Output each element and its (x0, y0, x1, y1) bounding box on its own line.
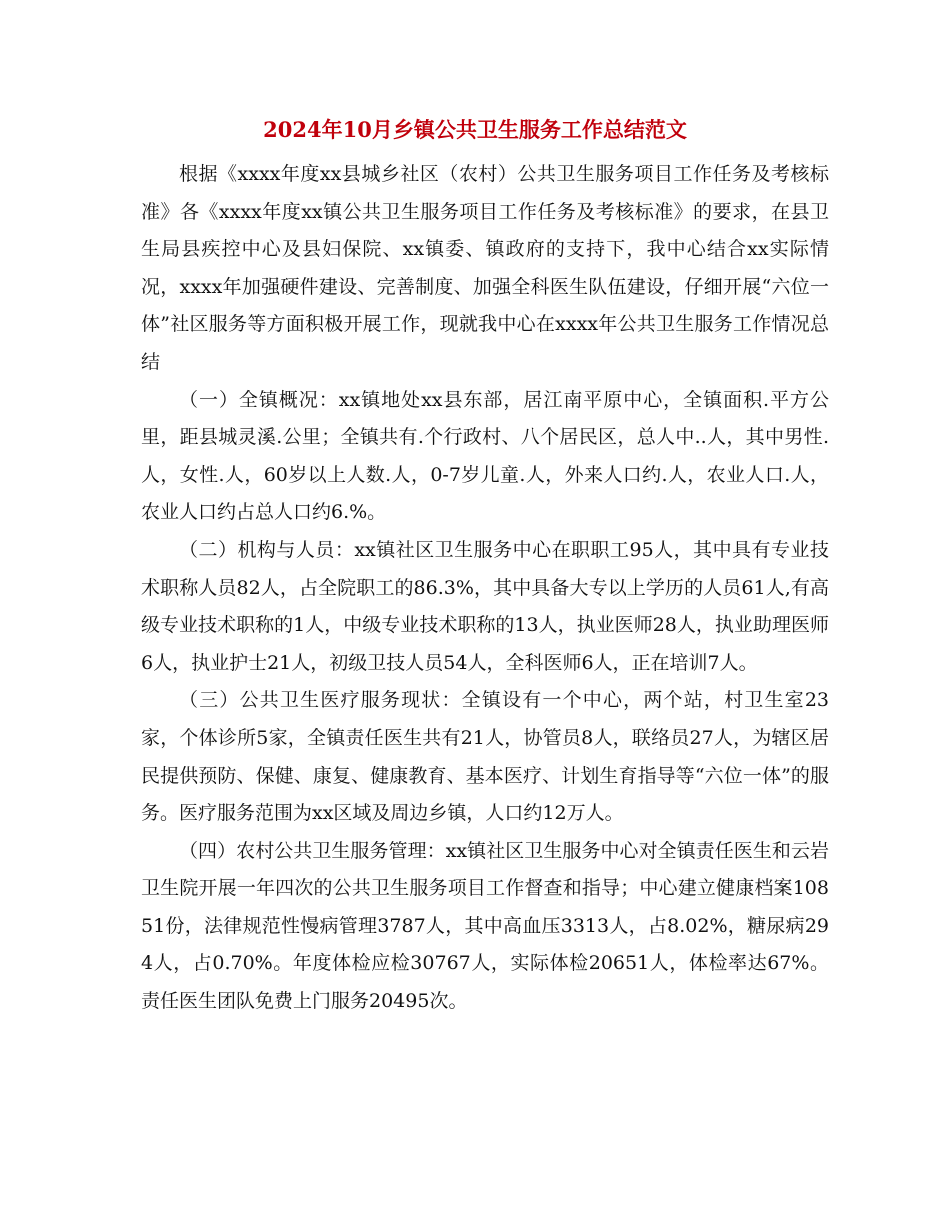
paragraph-overview: （一）全镇概况：xx镇地处xx县东部，居江南平原中心，全镇面积.平方公里，距县城灵溪.公里；全镇共有.个行政村、八个居民区，总人中..人，其中男性.人，女性.人，60岁以上人数.人，0-7岁儿童.人，外来人口约.人，农业人口.人，农业人口约占总人口约6.%。 (141, 388, 829, 524)
document-title: 2024年10月乡镇公共卫生服务工作总结范文 (263, 117, 687, 142)
paragraph-intro: 根据《xxxx年度xx县城乡社区（农村）公共卫生服务项目工作任务及考核标准》各《xxxx年度xx镇公共卫生服务项目工作任务及考核标准》的要求，在县卫生局县疾控中心及县妇保院、xx镇委、镇政府的支持下，我中心结合xx实际情况，xxxx年加强硬件建设、完善制度、加强全科医生队伍建设，仔细开展“六位一体”社区服务等方面积极开展工作，现就我中心在xxxx年公共卫生服务工作情况总结 (141, 163, 829, 373)
paragraph-staff: （二）机构与人员：xx镇社区卫生服务中心在职职工95人，其中具有专业技术职称人员82人，占全院职工的86.3%，其中具备大专以上学历的人员61人,有高级专业技术职称的1人，中级专业技术职称的13人，执业医师28人，执业助理医师6人，执业护士21人，初级卫技人员54人，全科医师6人，正在培训7人。 (141, 538, 829, 674)
paragraph-management: （四）农村公共卫生服务管理：xx镇社区卫生服务中心对全镇责任医生和云岩卫生院开展一年四次的公共卫生服务项目工作督查和指导；中心建立健康档案10851份，法律规范性慢病管理3787人，其中高血压3313人，占8.02%，糖尿病294人，占0.70%。年度体检应检30767人，实际体检20651人，体检率达67%。责任医生团队免费上门服务20495次。 (141, 839, 829, 1013)
document-body (141, 156, 829, 1021)
paragraph-services: （三）公共卫生医疗服务现状：全镇设有一个中心，两个站，村卫生室23家，个体诊所5家，全镇责任医生共有21人，协管员8人，联络员27人，为辖区居民提供预防、保健、康复、健康教育、基本医疗、计划生育指导等“六位一体”的服务。医疗服务范围为xx区域及周边乡镇，人口约12万人。 (141, 689, 829, 825)
